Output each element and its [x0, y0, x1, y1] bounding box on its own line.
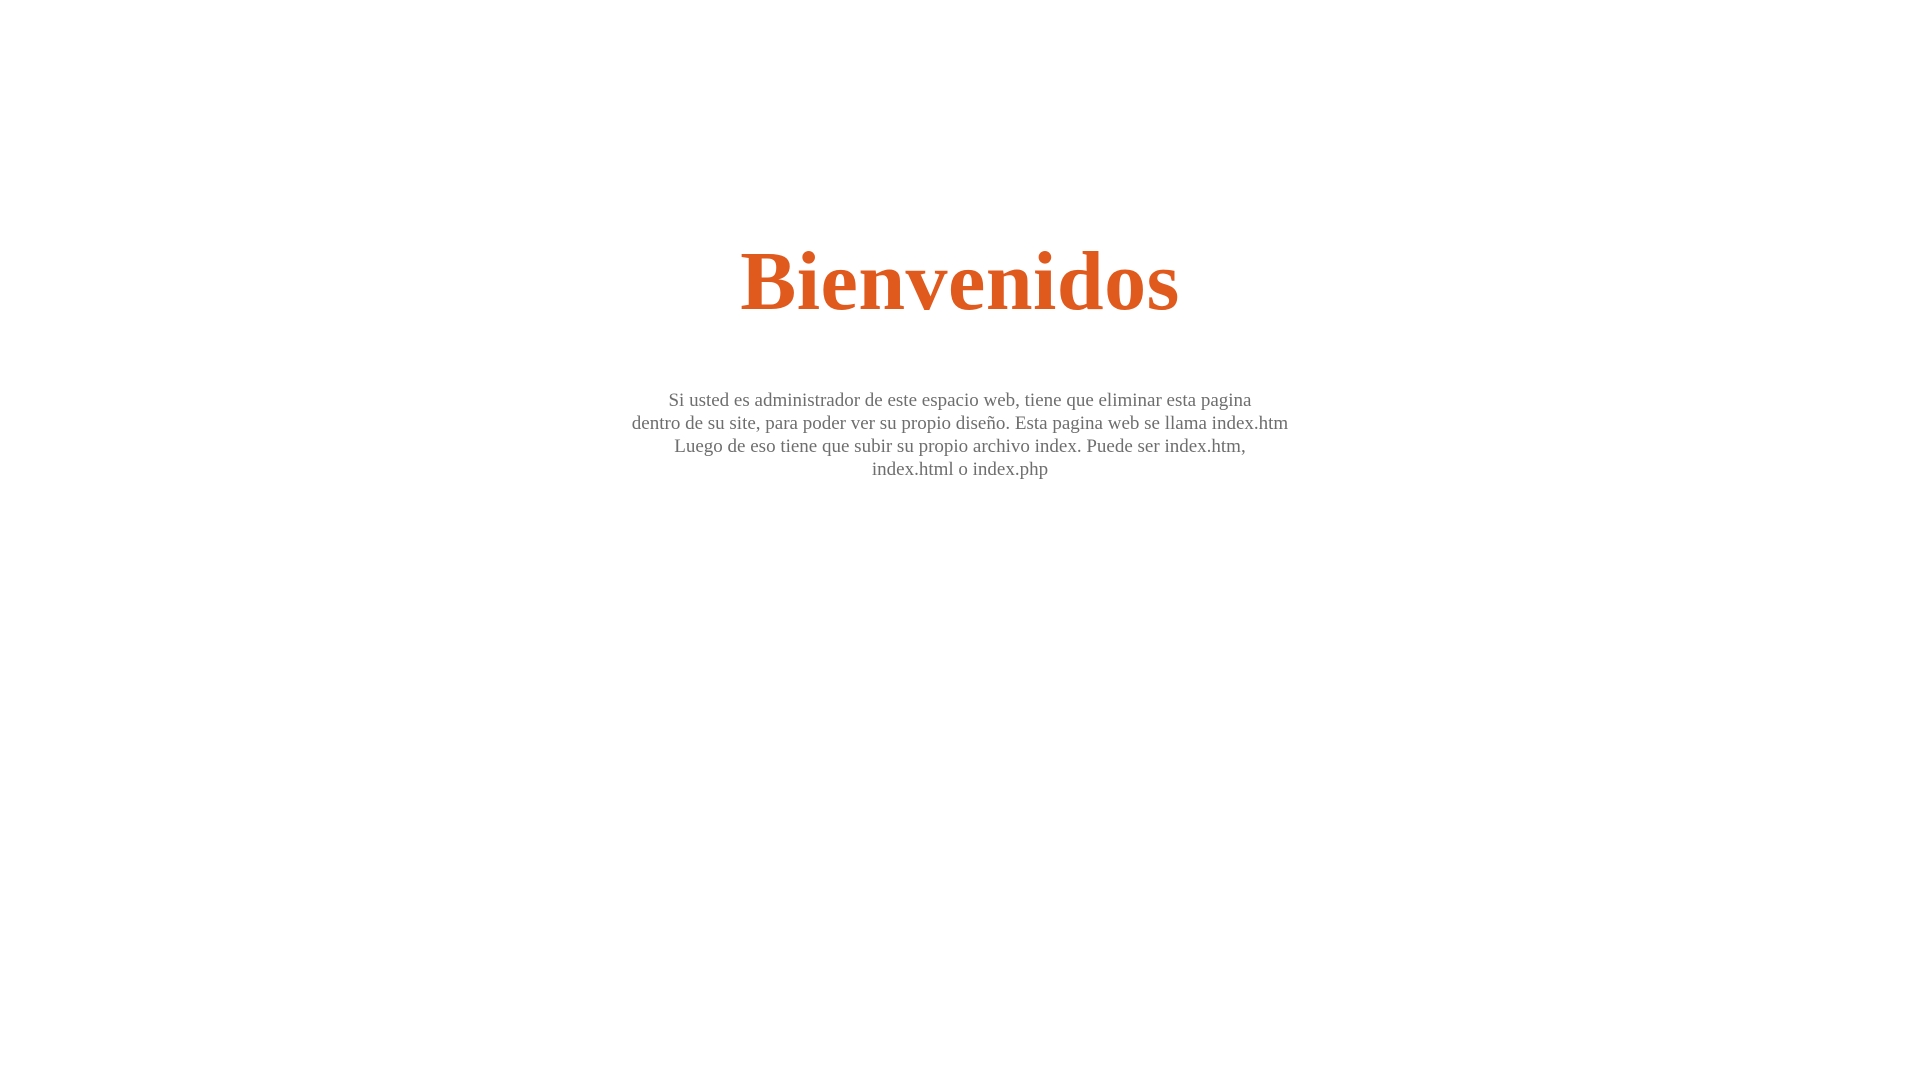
admin-message-line-4: index.html o index.php [871, 458, 1049, 480]
admin-message-line-3: Luego de eso tiene que subir su propio archivo index. Puede ser index.htm, [674, 435, 1246, 457]
welcome-heading: Bienvenidos [740, 235, 1180, 328]
admin-message-line-1: Si usted es administrador de este espacio web, tiene que eliminar esta pagina [668, 389, 1252, 411]
admin-message-line-2: dentro de su site, para poder ver su propio diseño. Esta pagina web se llama index.htm [631, 412, 1289, 434]
admin-message [0, 389, 1920, 481]
